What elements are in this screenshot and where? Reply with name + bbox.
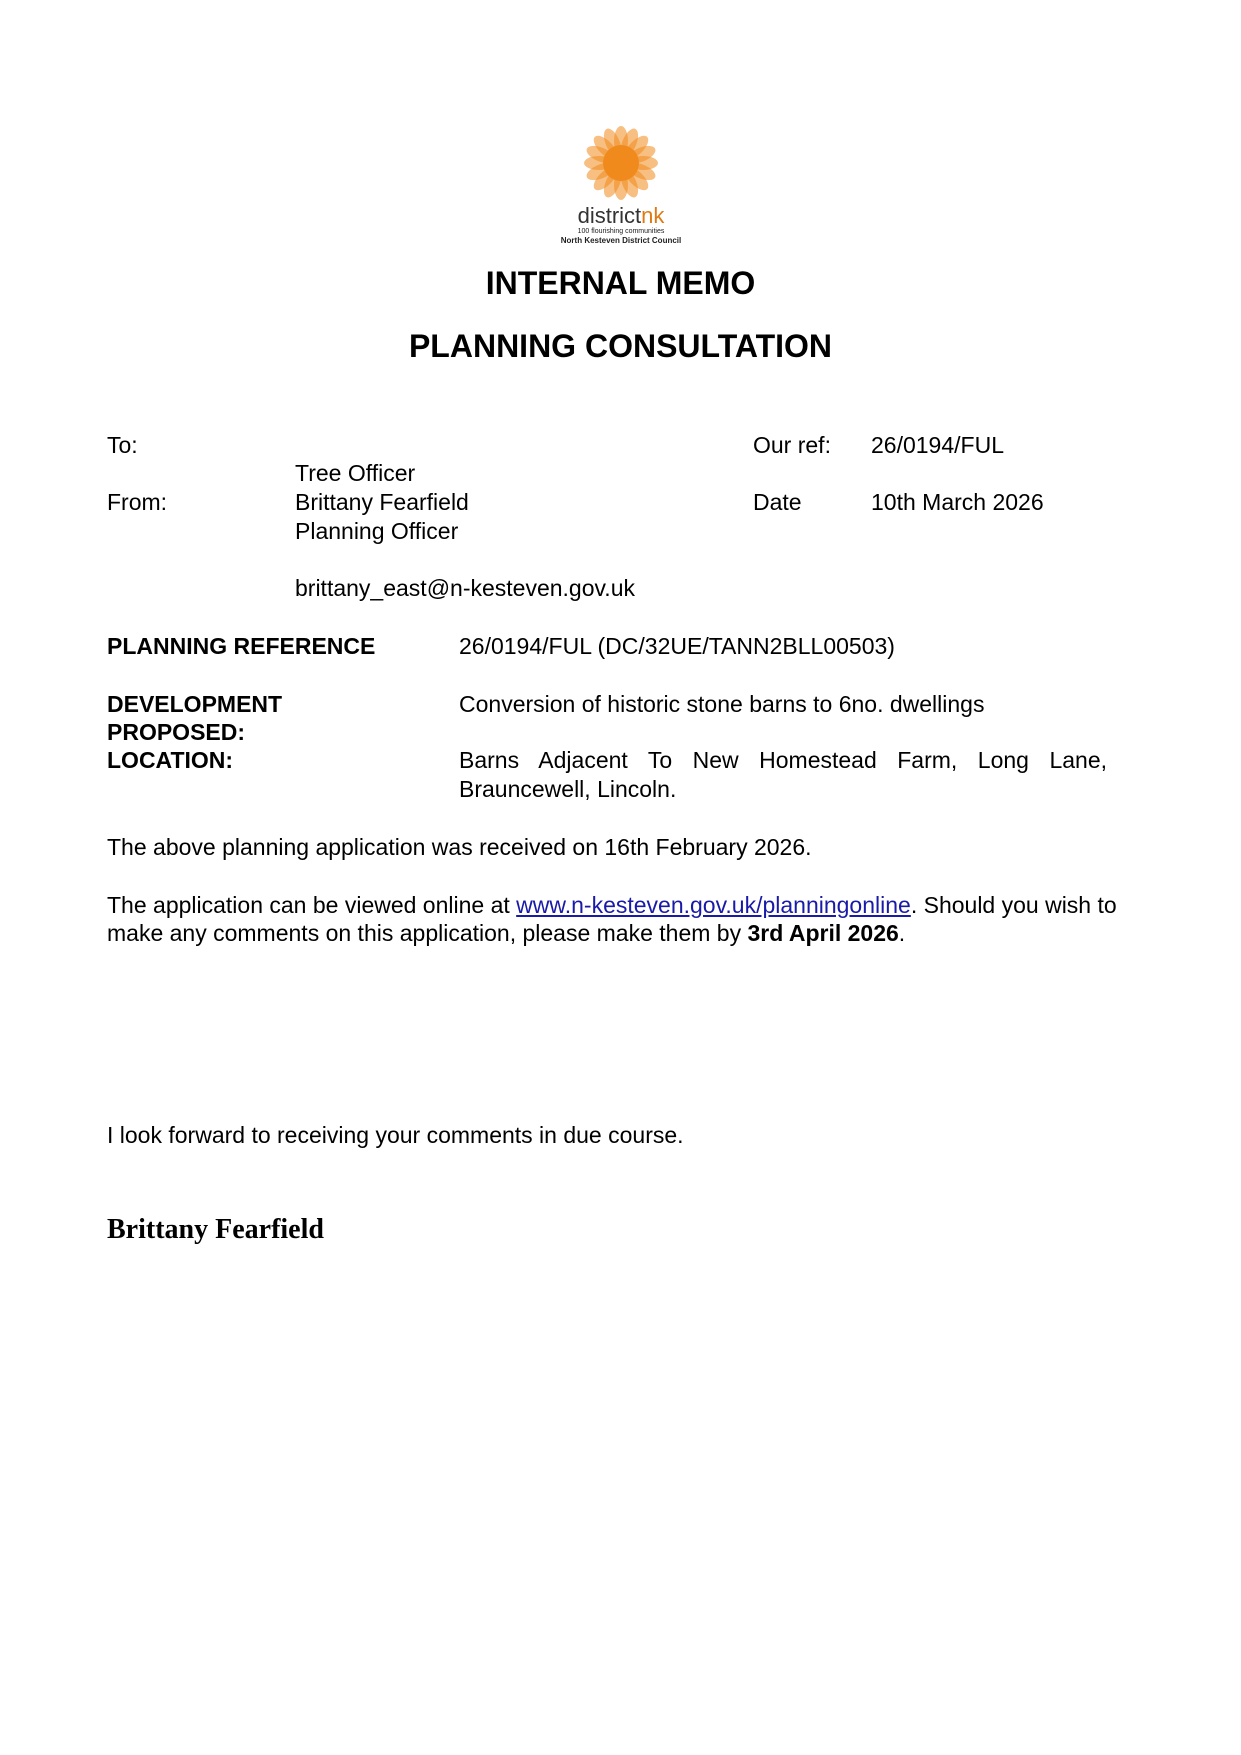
date-value: 10th March 2026 xyxy=(871,489,1044,515)
closing-paragraph: I look forward to receiving your comments in due course. xyxy=(107,1122,684,1148)
from-label: From: xyxy=(107,489,168,515)
logo-brand-prefix: district xyxy=(577,203,642,228)
deadline-date: 3rd April 2026 xyxy=(747,920,899,946)
planning-reference-value: 26/0194/FUL (DC/32UE/TANN2BLL00503) xyxy=(459,633,895,659)
our-ref-value: 26/0194/FUL xyxy=(871,432,1004,458)
council-logo xyxy=(545,125,697,245)
view-suffix: . xyxy=(898,920,906,946)
view-mid: . Should you wish to make any comments on this application, please make them by xyxy=(107,892,1117,946)
signature: Brittany Fearfield xyxy=(107,1214,324,1245)
date-label: Date xyxy=(753,489,802,515)
to-label: To: xyxy=(107,432,138,458)
logo-tagline: 100 flourishing communities xyxy=(577,228,665,235)
memo-subtitle: PLANNING CONSULTATION xyxy=(408,328,833,364)
view-online-paragraph xyxy=(107,891,1127,947)
from-email: brittany_east@n-kesteven.gov.uk xyxy=(295,575,635,601)
planning-reference-label: PLANNING REFERENCE xyxy=(107,633,376,659)
location-value: Barns Adjacent To New Homestead Farm, Long Lane, Brauncewell, Lincoln. xyxy=(459,747,1107,802)
logo-council-name: North Kesteven District Council xyxy=(560,236,682,245)
logo-wordmark xyxy=(545,205,697,227)
development-label-line1: DEVELOPMENT xyxy=(107,691,283,717)
view-prefix: The application can be viewed online at xyxy=(107,892,517,918)
from-name: Brittany Fearfield xyxy=(295,489,469,515)
to-value: Tree Officer xyxy=(295,460,416,486)
development-label-line2: PROPOSED: xyxy=(107,719,246,745)
sun-icon xyxy=(581,125,661,201)
development-value: Conversion of historic stone barns to 6no. dwellings xyxy=(459,691,985,717)
location-label: LOCATION: xyxy=(107,747,234,773)
memo-title: INTERNAL MEMO xyxy=(485,265,756,301)
from-role: Planning Officer xyxy=(295,518,459,544)
received-paragraph: The above planning application was received on 16th February 2026. xyxy=(107,834,812,860)
logo-brand-suffix: nk xyxy=(641,203,665,228)
planning-online-link[interactable]: www.n-kesteven.gov.uk/planningonline xyxy=(516,892,911,918)
our-ref-label: Our ref: xyxy=(753,432,831,458)
